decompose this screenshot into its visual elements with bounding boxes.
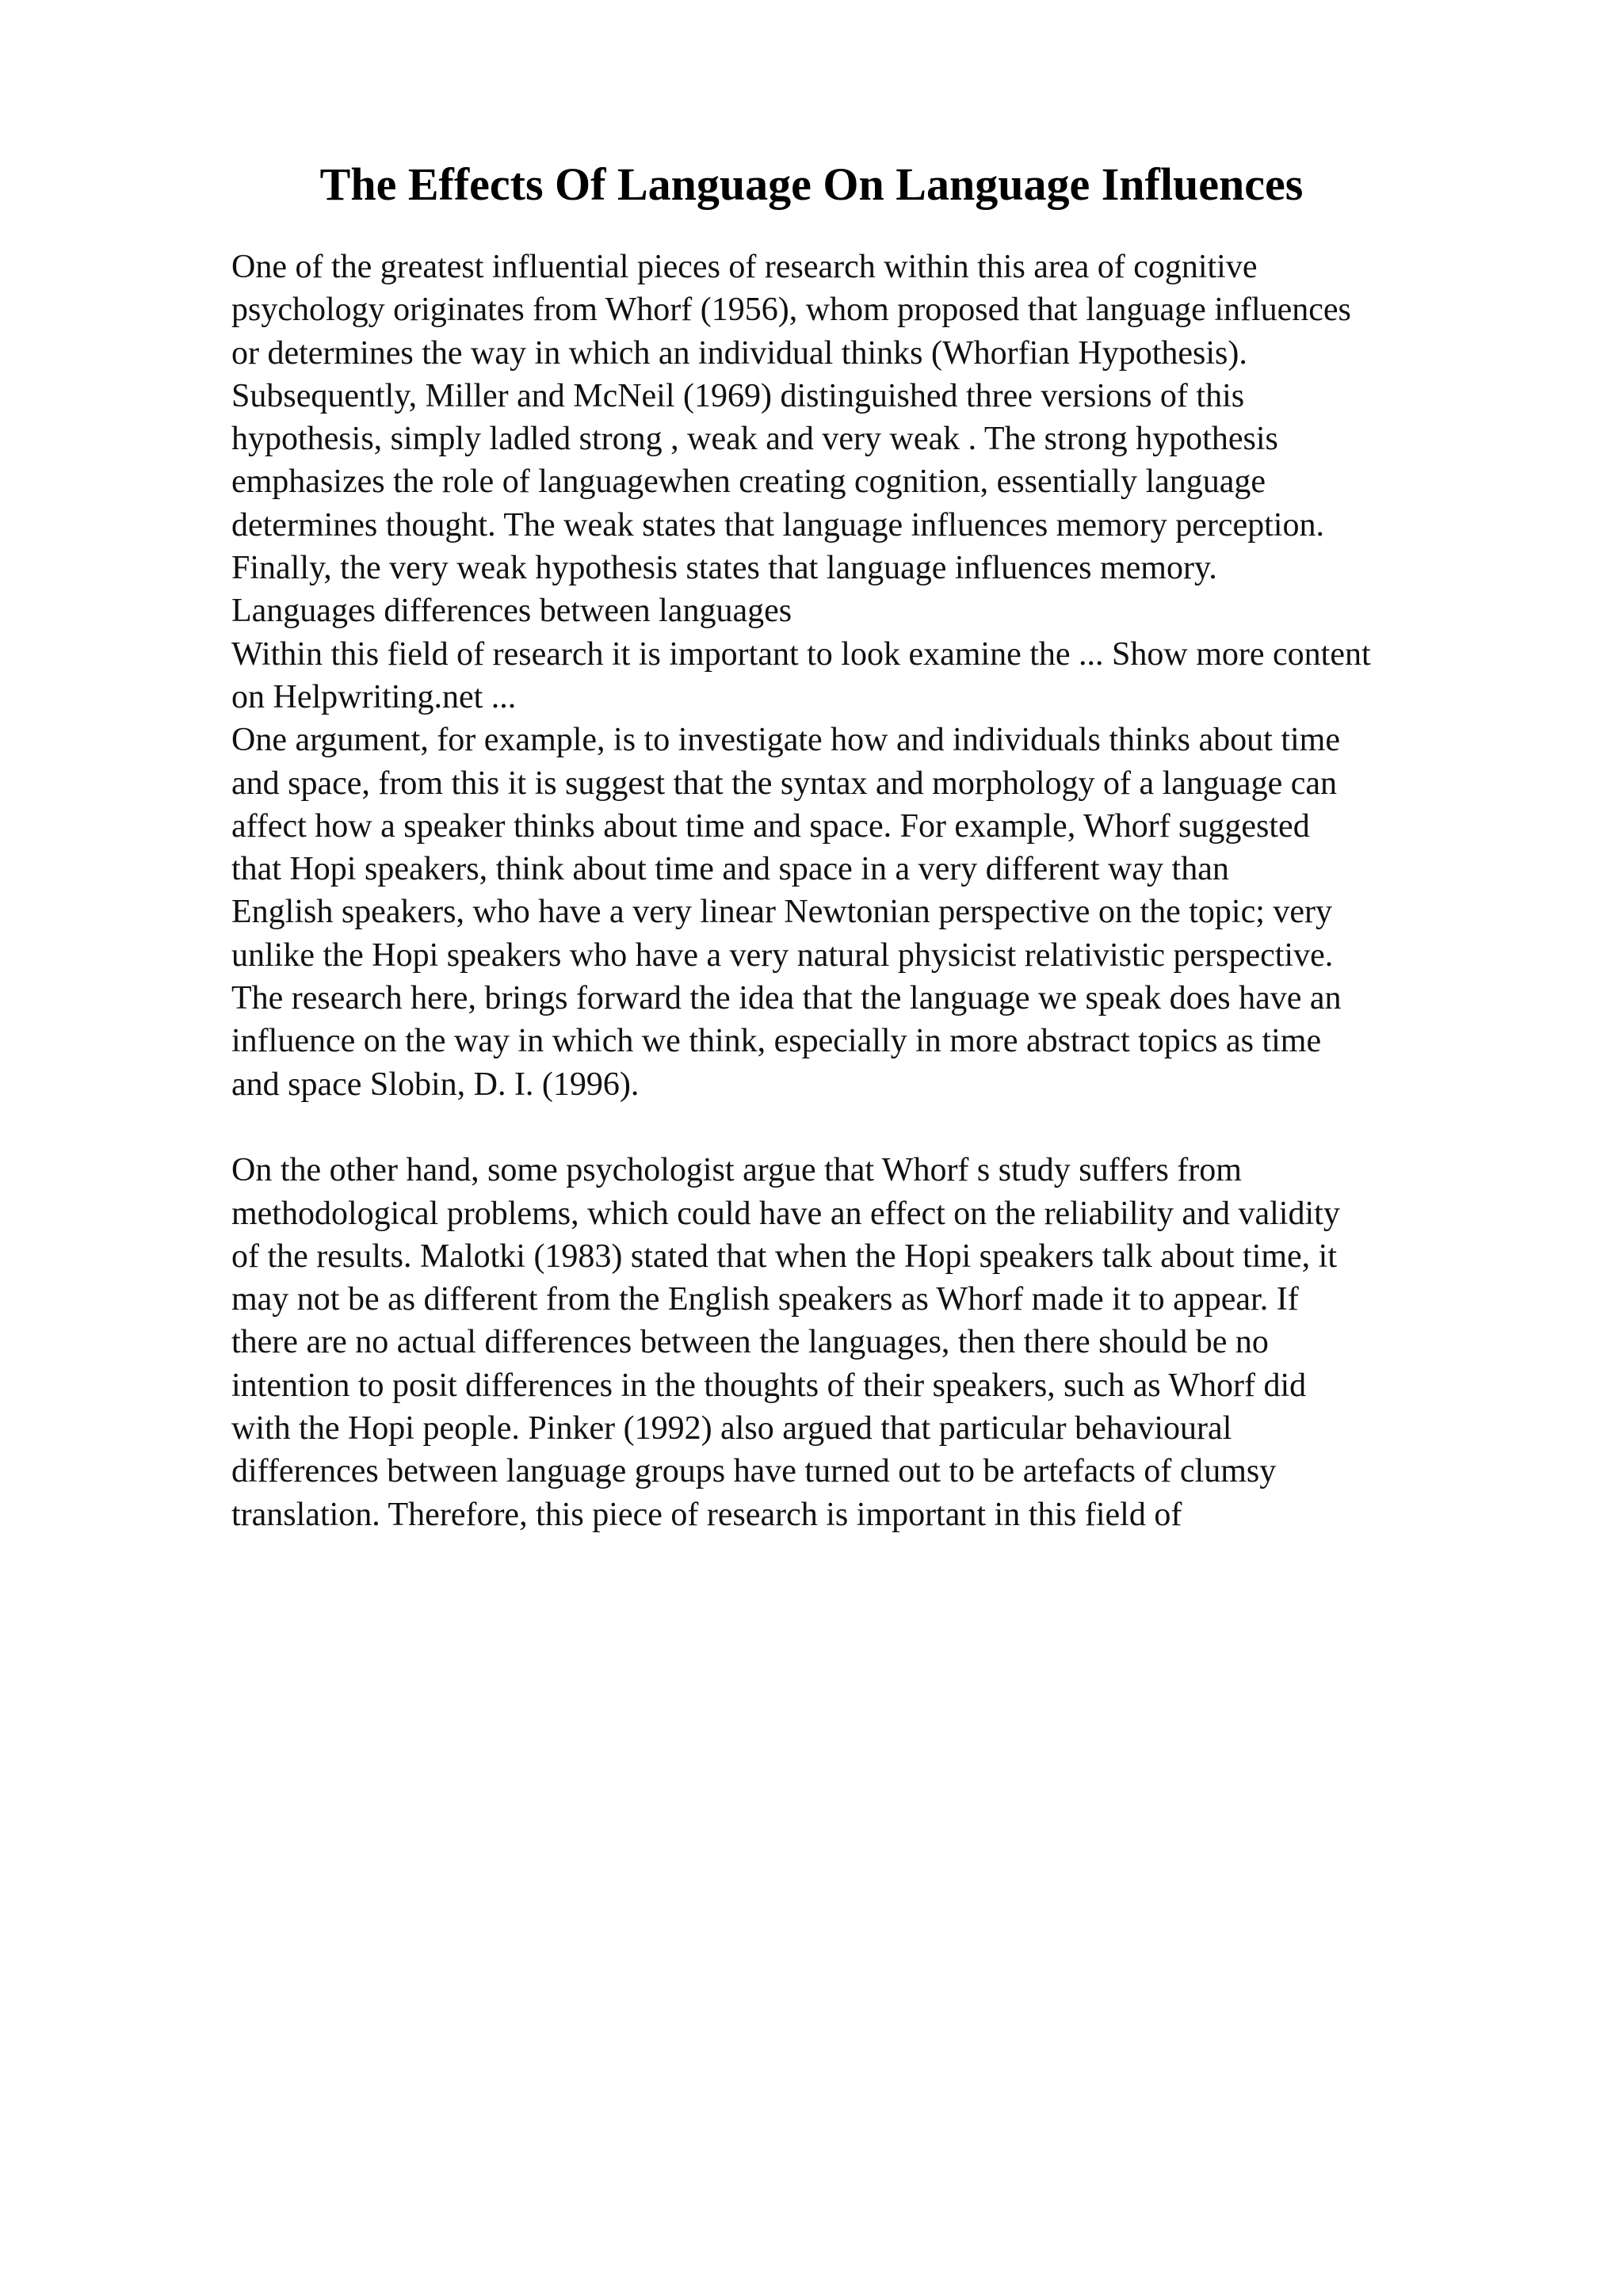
text-line: of the results. Malotki (1983) stated that when the Hopi speakers talk about time, it [231, 1238, 1338, 1275]
text-line: Finally, the very weak hypothesis states that language influences memory. [231, 550, 1217, 587]
text-line: determines thought. The weak states that language influences memory perception. [231, 506, 1324, 543]
text-line: and space, from this it is suggest that the syntax and morphology of a language can [231, 765, 1338, 802]
text-line: intention to posit differences in the thoughts of their speakers, such as Whorf did [231, 1367, 1307, 1404]
text-line: and space Slobin, D. I. (1996). [231, 1066, 640, 1103]
text-line: psychology originates from Whorf (1956), whom proposed that language influences [231, 292, 1351, 329]
text-line: translation. Therefore, this piece of research is important in this field of [231, 1496, 1182, 1533]
text-line: emphasizes the role of languagewhen creating cognition, essentially language [231, 463, 1266, 501]
text-line: or determines the way in which an individual thinks (Whorfian Hypothesis). [231, 334, 1247, 372]
text-line: English speakers, who have a very linear Newtonian perspective on the topic; very [231, 894, 1333, 931]
text-line: Languages differences between languages [231, 593, 792, 630]
text-line: with the Hopi people. Pinker (1992) also argued that particular behavioural [231, 1410, 1232, 1447]
paragraph-gap [231, 1106, 1594, 1149]
text-line: Within this field of research it is important to look examine the ... Show more content [231, 635, 1371, 673]
document-body [231, 246, 1594, 1536]
text-line: that Hopi speakers, think about time and space in a very different way than [231, 851, 1229, 888]
text-line: may not be as different from the English speakers as Whorf made it to appear. If [231, 1281, 1299, 1318]
text-line: Subsequently, Miller and McNeil (1969) distinguished three versions of this [231, 377, 1245, 414]
text-line: affect how a speaker thinks about time and space. For example, Whorf suggested [231, 807, 1310, 845]
text-line: influence on the way in which we think, especially in more abstract topics as time [231, 1023, 1322, 1060]
text-line: on Helpwriting.net ... [231, 678, 517, 715]
text-line: differences between language groups have turned out to be artefacts of clumsy [231, 1453, 1277, 1490]
paragraph [231, 246, 1594, 1106]
text-line: hypothesis, simply ladled strong , weak and very weak . The strong hypothesis [231, 421, 1278, 458]
text-line: there are no actual differences between the languages, then there should be no [231, 1324, 1269, 1361]
text-line: methodological problems, which could have an effect on the reliability and validity [231, 1195, 1340, 1232]
text-line: unlike the Hopi speakers who have a very natural physicist relativistic perspective. [231, 936, 1334, 974]
paragraph [231, 1149, 1594, 1536]
text-line: The research here, brings forward the idea that the language we speak does have an [231, 980, 1342, 1017]
text-line: One argument, for example, is to investigate how and individuals thinks about time [231, 722, 1340, 759]
text-line: One of the greatest influential pieces of research within this area of cognitive [231, 249, 1258, 285]
text-line: On the other hand, some psychologist argue that Whorf s study suffers from [231, 1152, 1242, 1189]
document-title: The Effects Of Language On Language Influences [319, 158, 1304, 210]
